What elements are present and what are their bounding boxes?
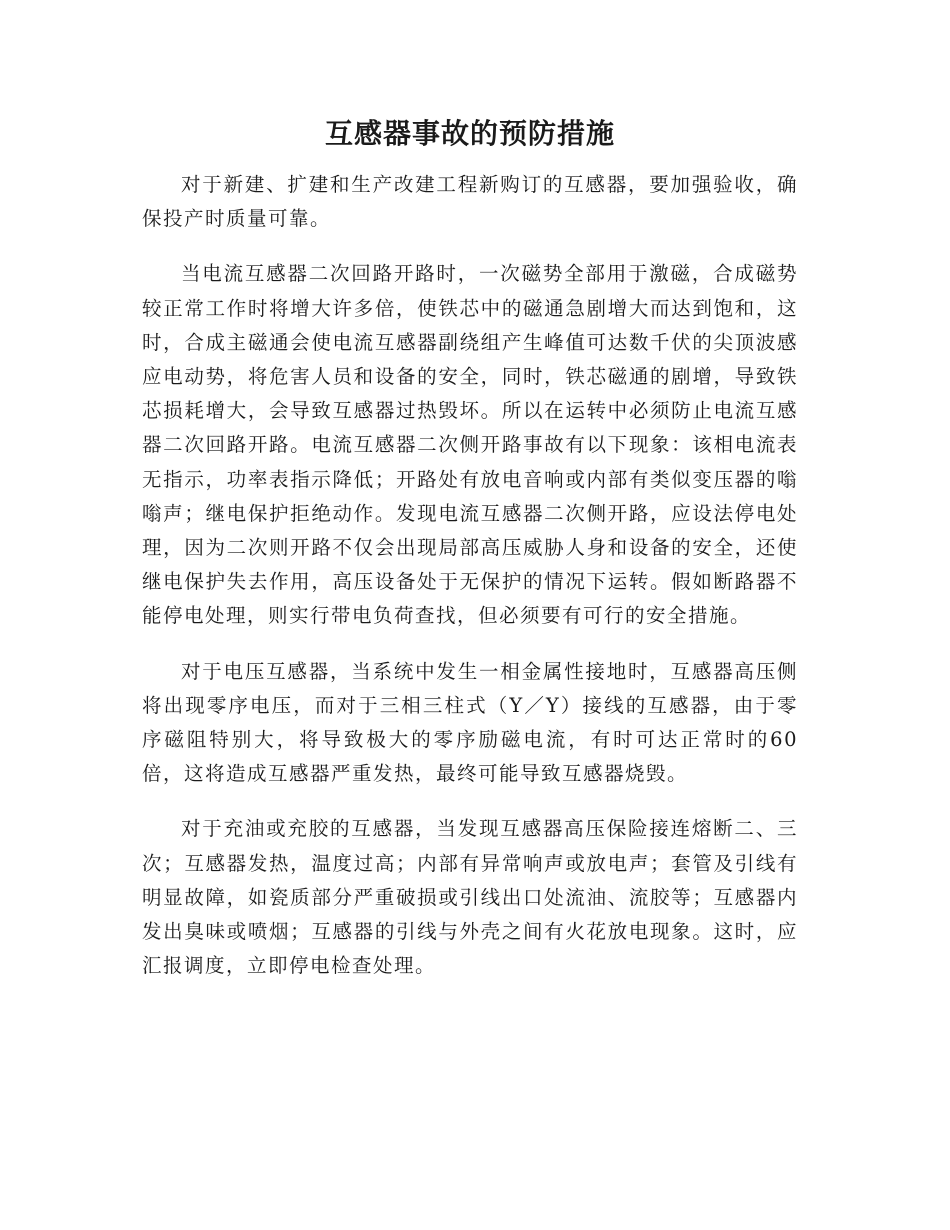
document-page: [142, 112, 798, 1004]
paragraph-oil-filled-transformer: 对于充油或充胶的互感器，当发现互感器高压保险接连熔断二、三次；互感器发热，温度过高；内部有异常响声或放电声；套管及引线有明显故障，如瓷质部分严重破损或引线出口处流油、流胶等；互感器内发出臭味或喷烟；互感器的引线与外壳之间有火花放电现象。这时，应汇报调度，立即停电检查处理。: [142, 817, 798, 978]
paragraph-current-transformer: 当电流互感器二次回路开路时，一次磁势全部用于激磁，合成磁势较正常工作时将增大许多倍，使铁芯中的磁通急剧增大而达到饱和，这时，合成主磁通会使电流互感器副绕组产生峰值可达数千伏的尖顶波感应电动势，将危害人员和设备的安全，同时，铁芯磁通的剧增，导致铁芯损耗增大，会导致互感器过热毁坏。所以在运转中必须防止电流互感器二次回路开路。电流互感器二次侧开路事故有以下现象：该相电流表无指示，功率表指示降低；开路处有放电音响或内部有类似变压器的嗡嗡声；继电保护拒绝动作。发现电流互感器二次侧开路，应设法停电处理，因为二次则开路不仅会出现局部高压威胁人身和设备的安全，还使继电保护失去作用，高压设备处于无保护的情况下运转。假如断路器不能停电处理，则实行带电负荷查找，但必须要有可行的安全措施。: [142, 262, 798, 628]
document-title: 互感器事故的预防措施: [324, 117, 615, 150]
paragraph-voltage-transformer: 对于电压互感器，当系统中发生一相金属性接地时，互感器高压侧将出现零序电压，而对于三相三柱式（Y／Y）接线的互感器，由于零序磁阻特别大，将导致极大的零序励磁电流，有时可达正常时的60倍，这将造成互感器严重发热，最终可能导致互感器烧毁。: [142, 659, 798, 786]
paragraph-acceptance: 对于新建、扩建和生产改建工程新购订的互感器，要加强验收，确保投产时质量可靠。: [142, 173, 798, 231]
